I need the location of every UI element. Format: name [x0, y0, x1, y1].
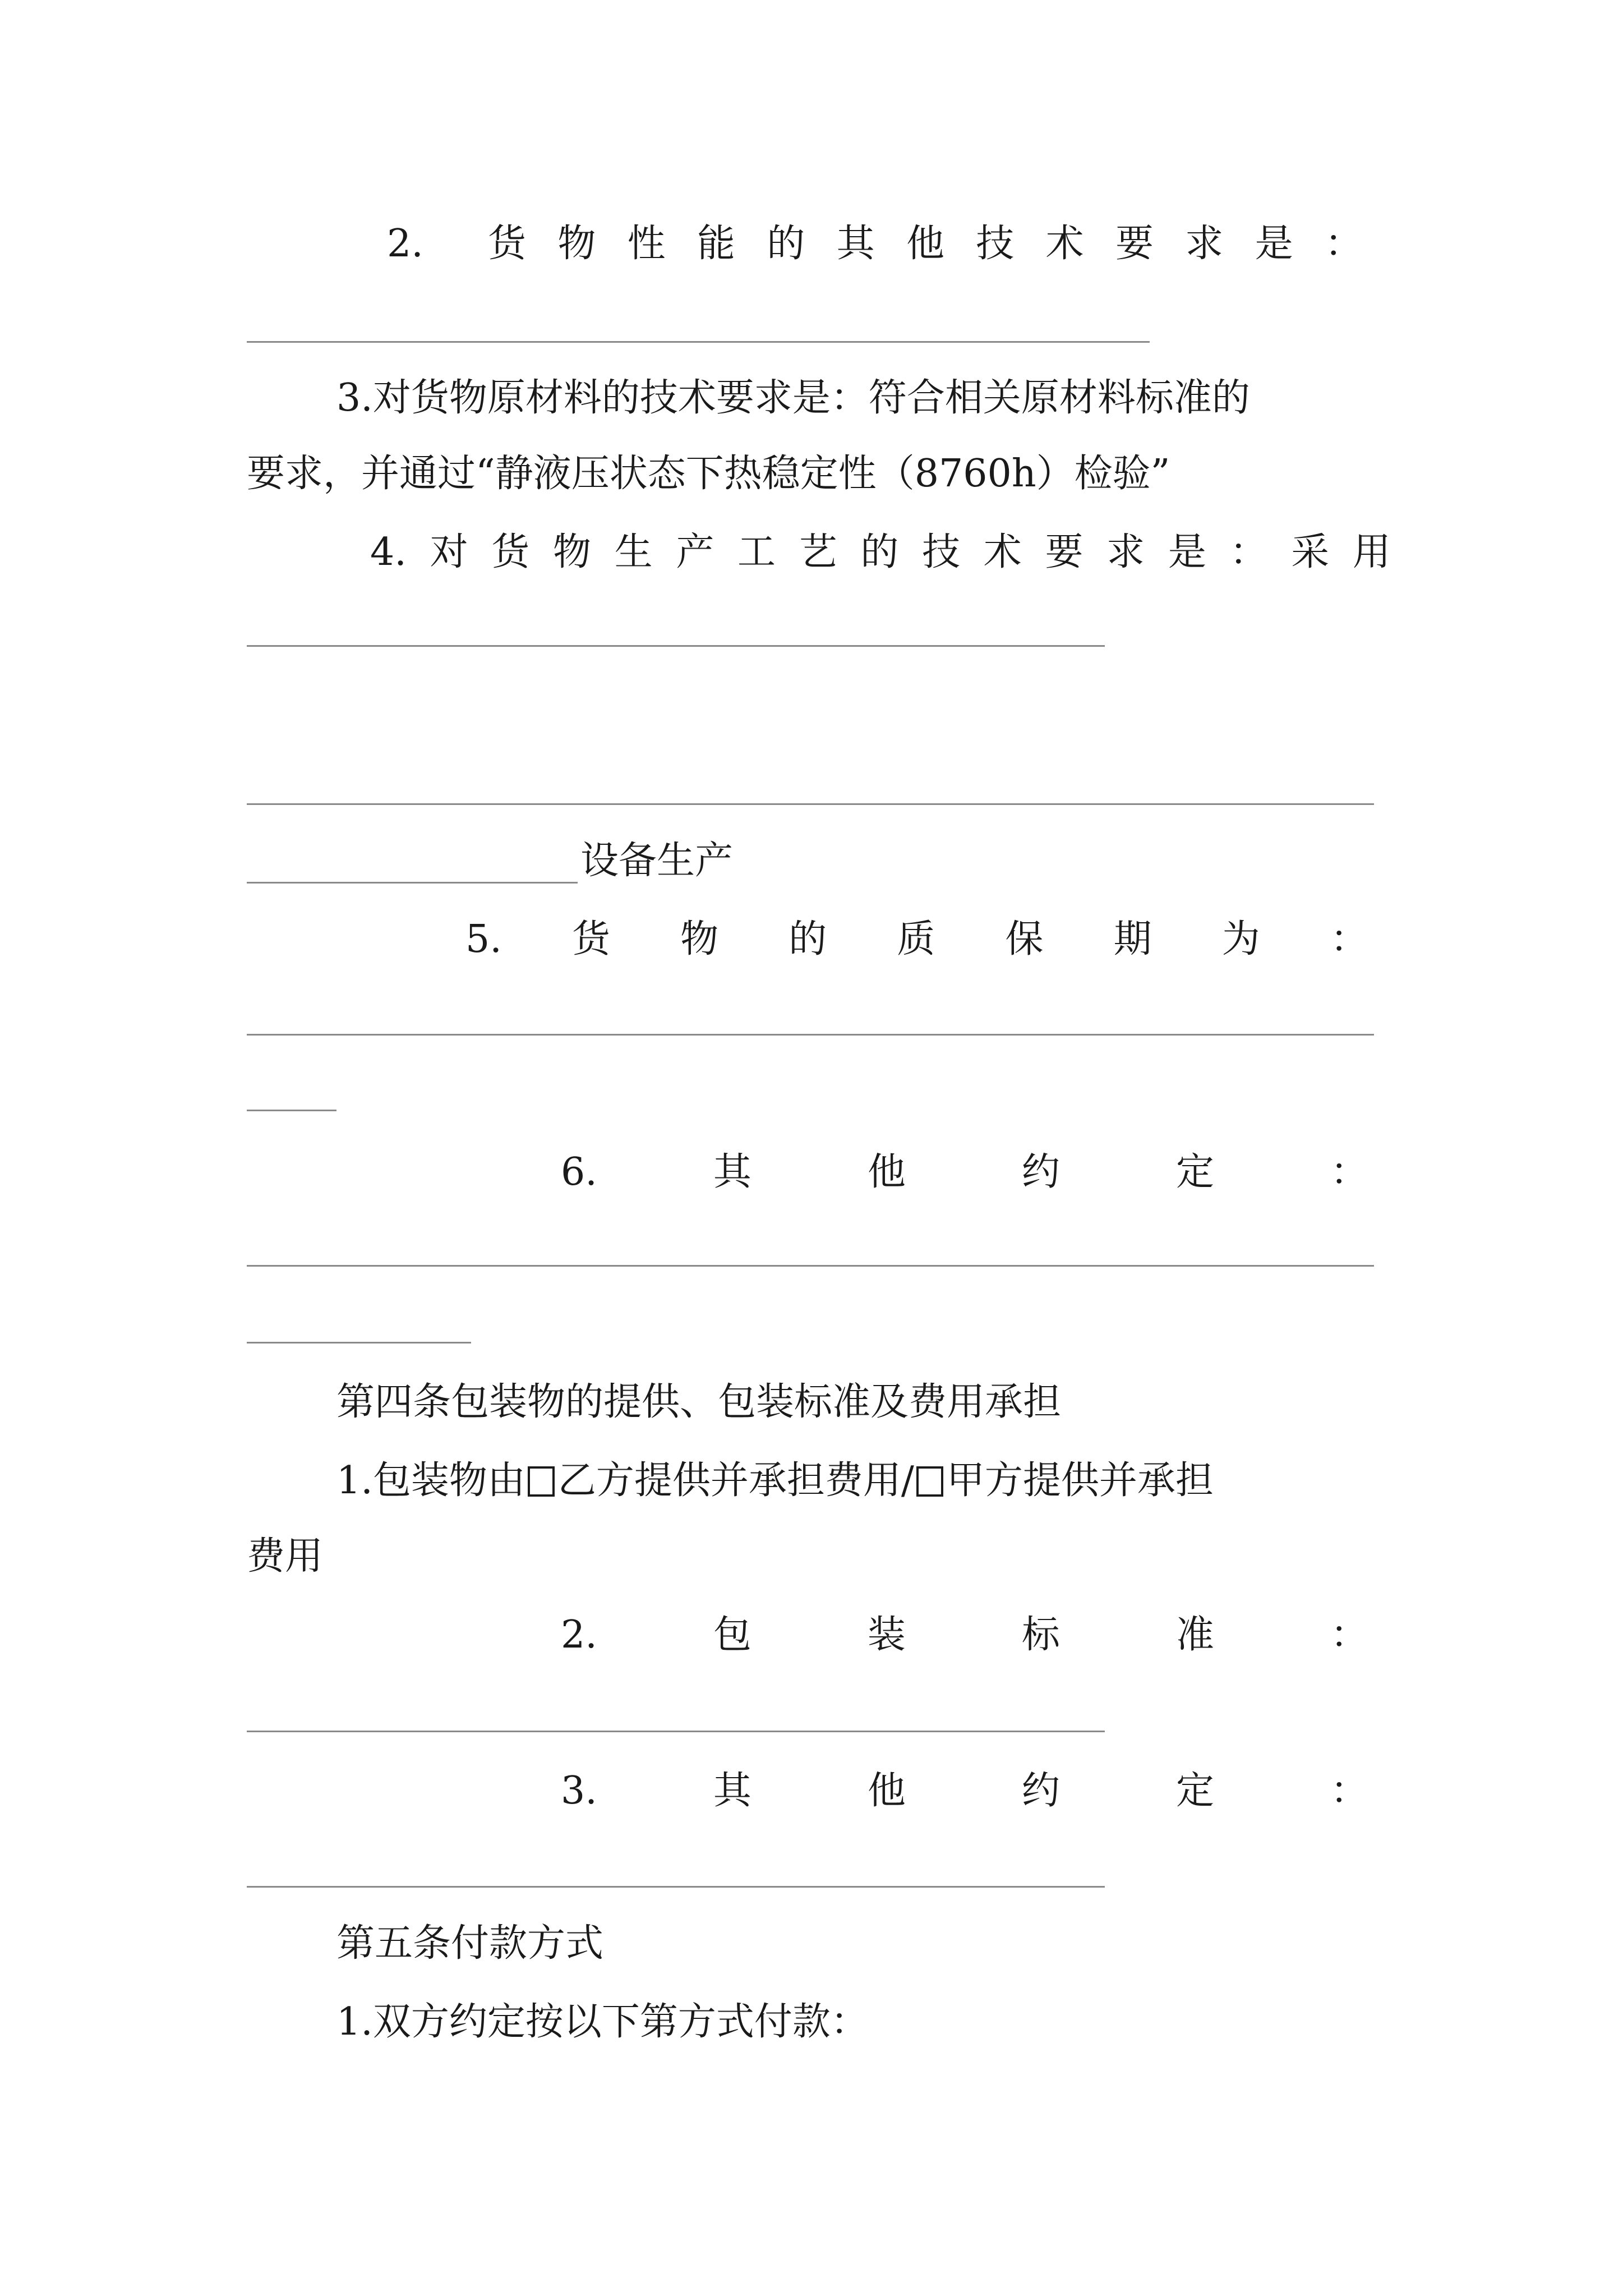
text-glyph: 艺 — [799, 530, 837, 574]
article4-item1-line2: 费用 — [247, 1534, 324, 1579]
text-glyph: 他 — [867, 1769, 906, 1813]
text-glyph: 3. — [561, 1769, 597, 1813]
text-glyph: 其 — [713, 1150, 751, 1194]
text-glyph: ： — [1330, 1150, 1368, 1194]
item2-number: 2. — [387, 222, 423, 266]
text-glyph: 术 — [1045, 222, 1084, 266]
text-glyph: 货 — [572, 917, 611, 961]
item5-text — [465, 914, 1368, 965]
fill-blank-line — [247, 341, 1150, 343]
text-glyph: 定 — [1175, 1769, 1214, 1813]
text-glyph: 的 — [860, 530, 899, 574]
equipment-text: 设备生产 — [580, 839, 734, 883]
text-glyph: ： — [1330, 1613, 1368, 1657]
text-glyph: 为 — [1221, 917, 1260, 961]
text-glyph: 2. — [561, 1613, 597, 1657]
fill-blank-line — [247, 1110, 336, 1111]
text-glyph: 生 — [614, 530, 653, 574]
text-glyph: 他 — [867, 1150, 906, 1194]
text-glyph: 物 — [680, 917, 719, 961]
fill-blank-line — [247, 1886, 1105, 1888]
article4-item1-prefix: 1.包装物由 — [336, 1458, 525, 1503]
text-glyph: 物 — [552, 530, 591, 574]
item6-text — [561, 1147, 1368, 1198]
text-glyph: 5. — [465, 917, 502, 961]
fill-blank-line — [247, 882, 578, 884]
text-glyph: 其 — [713, 1769, 751, 1813]
text-glyph: 物 — [557, 222, 596, 266]
fill-blank-line — [247, 1342, 471, 1343]
text-glyph: 约 — [1021, 1150, 1060, 1194]
item2-text — [488, 219, 1363, 269]
article5-item1: 1.双方约定按以下第方式付款： — [336, 2000, 869, 2044]
item4-text — [370, 527, 1391, 578]
article4-item1 — [336, 1456, 1214, 1506]
text-glyph: 产 — [676, 530, 714, 574]
item3-line1: 3.对货物原材料的技术要求是：符合相关原材料标准的 — [336, 376, 1250, 420]
article4-heading: 第四条包装物的提供、包装标准及费用承担 — [336, 1380, 1062, 1424]
text-glyph: 期 — [1113, 917, 1152, 961]
article4-option-a: 乙方提供并承担费用/ — [557, 1458, 914, 1503]
text-glyph: 是 — [1168, 530, 1206, 574]
text-glyph: 包 — [713, 1613, 751, 1657]
text-glyph: 能 — [697, 222, 735, 266]
item3-line2: 要求，并通过“静液压状态下热稳定性（8760h）检验” — [247, 452, 1170, 496]
text-glyph: 技 — [922, 530, 961, 574]
text-glyph: 要 — [1115, 222, 1154, 266]
text-glyph: ： — [1330, 917, 1368, 961]
text-glyph: 的 — [789, 917, 827, 961]
text-glyph: 质 — [897, 917, 935, 961]
text-glyph: 求 — [1106, 530, 1145, 574]
fill-blank-line — [247, 1034, 1374, 1036]
text-glyph: 4. — [370, 530, 407, 574]
article4-item2 — [561, 1610, 1368, 1660]
text-glyph: 其 — [836, 222, 875, 266]
text-glyph: 技 — [976, 222, 1015, 266]
text-glyph: 标 — [1021, 1613, 1060, 1657]
text-glyph: ： — [1229, 530, 1268, 574]
text-glyph: 的 — [767, 222, 805, 266]
text-glyph: ： — [1324, 222, 1363, 266]
fill-blank-line — [247, 803, 1374, 805]
text-glyph: 装 — [867, 1613, 906, 1657]
text-glyph: 求 — [1185, 222, 1224, 266]
text-glyph: 定 — [1175, 1150, 1214, 1194]
text-glyph: 术 — [983, 530, 1022, 574]
text-glyph: 约 — [1021, 1769, 1060, 1813]
text-glyph: 货 — [491, 530, 530, 574]
text-glyph: 保 — [1005, 917, 1044, 961]
text-glyph: 6. — [561, 1150, 597, 1194]
article4-item3 — [561, 1766, 1368, 1816]
text-glyph: 用 — [1352, 530, 1391, 574]
text-glyph: ： — [1330, 1769, 1368, 1813]
text-glyph: 要 — [1045, 530, 1083, 574]
checkbox[interactable] — [528, 1466, 555, 1497]
article5-heading: 第五条付款方式 — [336, 1921, 604, 1966]
fill-blank-line — [247, 1265, 1374, 1267]
text-glyph: 是 — [1255, 222, 1293, 266]
text-glyph: 性 — [627, 222, 666, 266]
checkbox[interactable] — [916, 1466, 943, 1497]
text-glyph: 工 — [737, 530, 776, 574]
fill-blank-line — [247, 645, 1105, 647]
text-glyph: 他 — [906, 222, 944, 266]
fill-blank-line — [247, 1731, 1105, 1732]
article4-option-b: 甲方提供并承担 — [946, 1458, 1214, 1503]
text-glyph: 准 — [1175, 1613, 1214, 1657]
text-glyph: 采 — [1291, 530, 1330, 574]
text-glyph: 对 — [430, 530, 468, 574]
text-glyph: 货 — [488, 222, 527, 266]
